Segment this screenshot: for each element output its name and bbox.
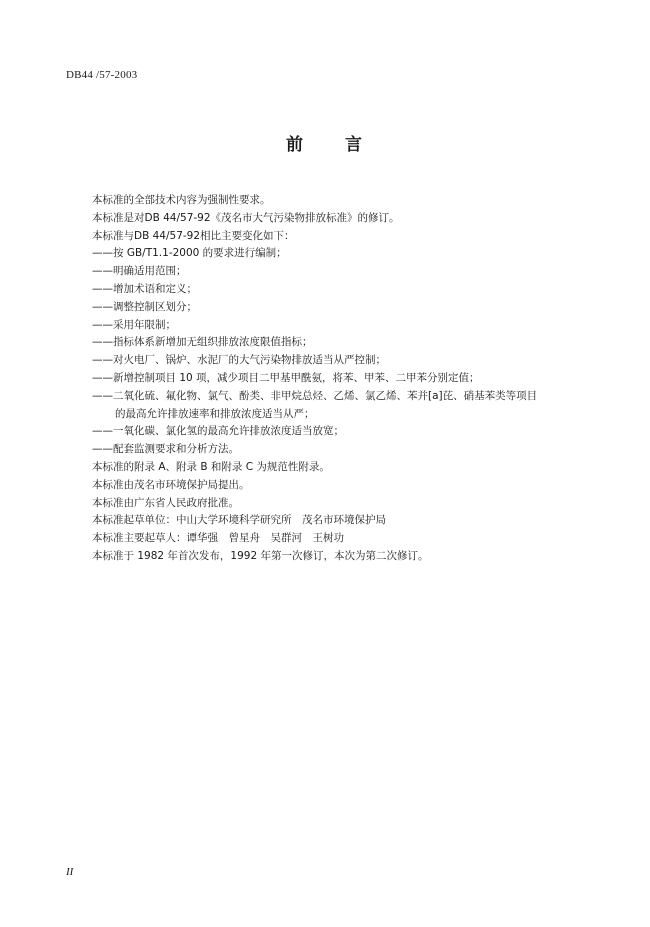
list-item: ——二氧化硫、氟化物、氯气、酚类、非甲烷总烃、乙烯、氯乙烯、苯并[a]芘、硝基苯类等项目 [92, 389, 538, 402]
paragraph: 本标准是对DB 44/57-92《茂名市大气污染物排放标准》的修订。 [92, 211, 400, 224]
paragraph: 本标准于 1982 年首次发布，1992 年第一次修订，本次为第二次修订。 [92, 549, 429, 562]
page-number: II [66, 866, 74, 878]
paragraph: 本标准主要起草人：谭华强 曾星舟 吴群河 王树功 [92, 532, 344, 545]
paragraph: 本标准起草单位：中山大学环境科学研究所 茂名市环境保护局 [92, 514, 386, 527]
title-char-2: 言 [345, 135, 364, 155]
page-title [0, 130, 650, 155]
list-item: ——采用年限制； [92, 318, 176, 331]
paragraph: 本标准的全部技术内容为强制性要求。 [92, 194, 271, 206]
foreword-body [92, 192, 612, 566]
list-item: ——配套监测要求和分析方法。 [92, 443, 239, 456]
list-item: ——指标体系新增加无组织排放浓度限值指标； [92, 336, 313, 349]
list-item: ——新增控制项目 10 项，减少项目二甲基甲酰氨，将苯、甲苯、二甲苯分别定值； [92, 371, 480, 384]
document-code: DB44 /57-2003 [66, 69, 138, 81]
list-item: ——一氧化碳、氯化氢的最高允许排放浓度适当放宽； [92, 425, 344, 438]
list-item: ——明确适用范围； [92, 265, 187, 278]
list-item: ——对火电厂、锅炉、水泥厂的大气污染物排放适当从严控制； [92, 354, 386, 367]
list-item-continuation: 的最高允许排放速率和排放浓度适当从严； [115, 407, 315, 420]
paragraph: 本标准由广东省人民政府批准。 [92, 496, 239, 509]
list-item: ——调整控制区划分； [92, 300, 197, 313]
list-item: ——增加术语和定义； [92, 282, 197, 295]
list-item: ——按 GB/T1.1-2000 的要求进行编制； [92, 247, 287, 260]
paragraph: 本标准由茂名市环境保护局提出。 [92, 478, 250, 491]
title-char-1: 前 [286, 135, 305, 155]
paragraph: 本标准与DB 44/57-92相比主要变化如下： [92, 229, 295, 242]
paragraph: 本标准的附录 A、附录 B 和附录 C 为规范性附录。 [92, 460, 330, 473]
